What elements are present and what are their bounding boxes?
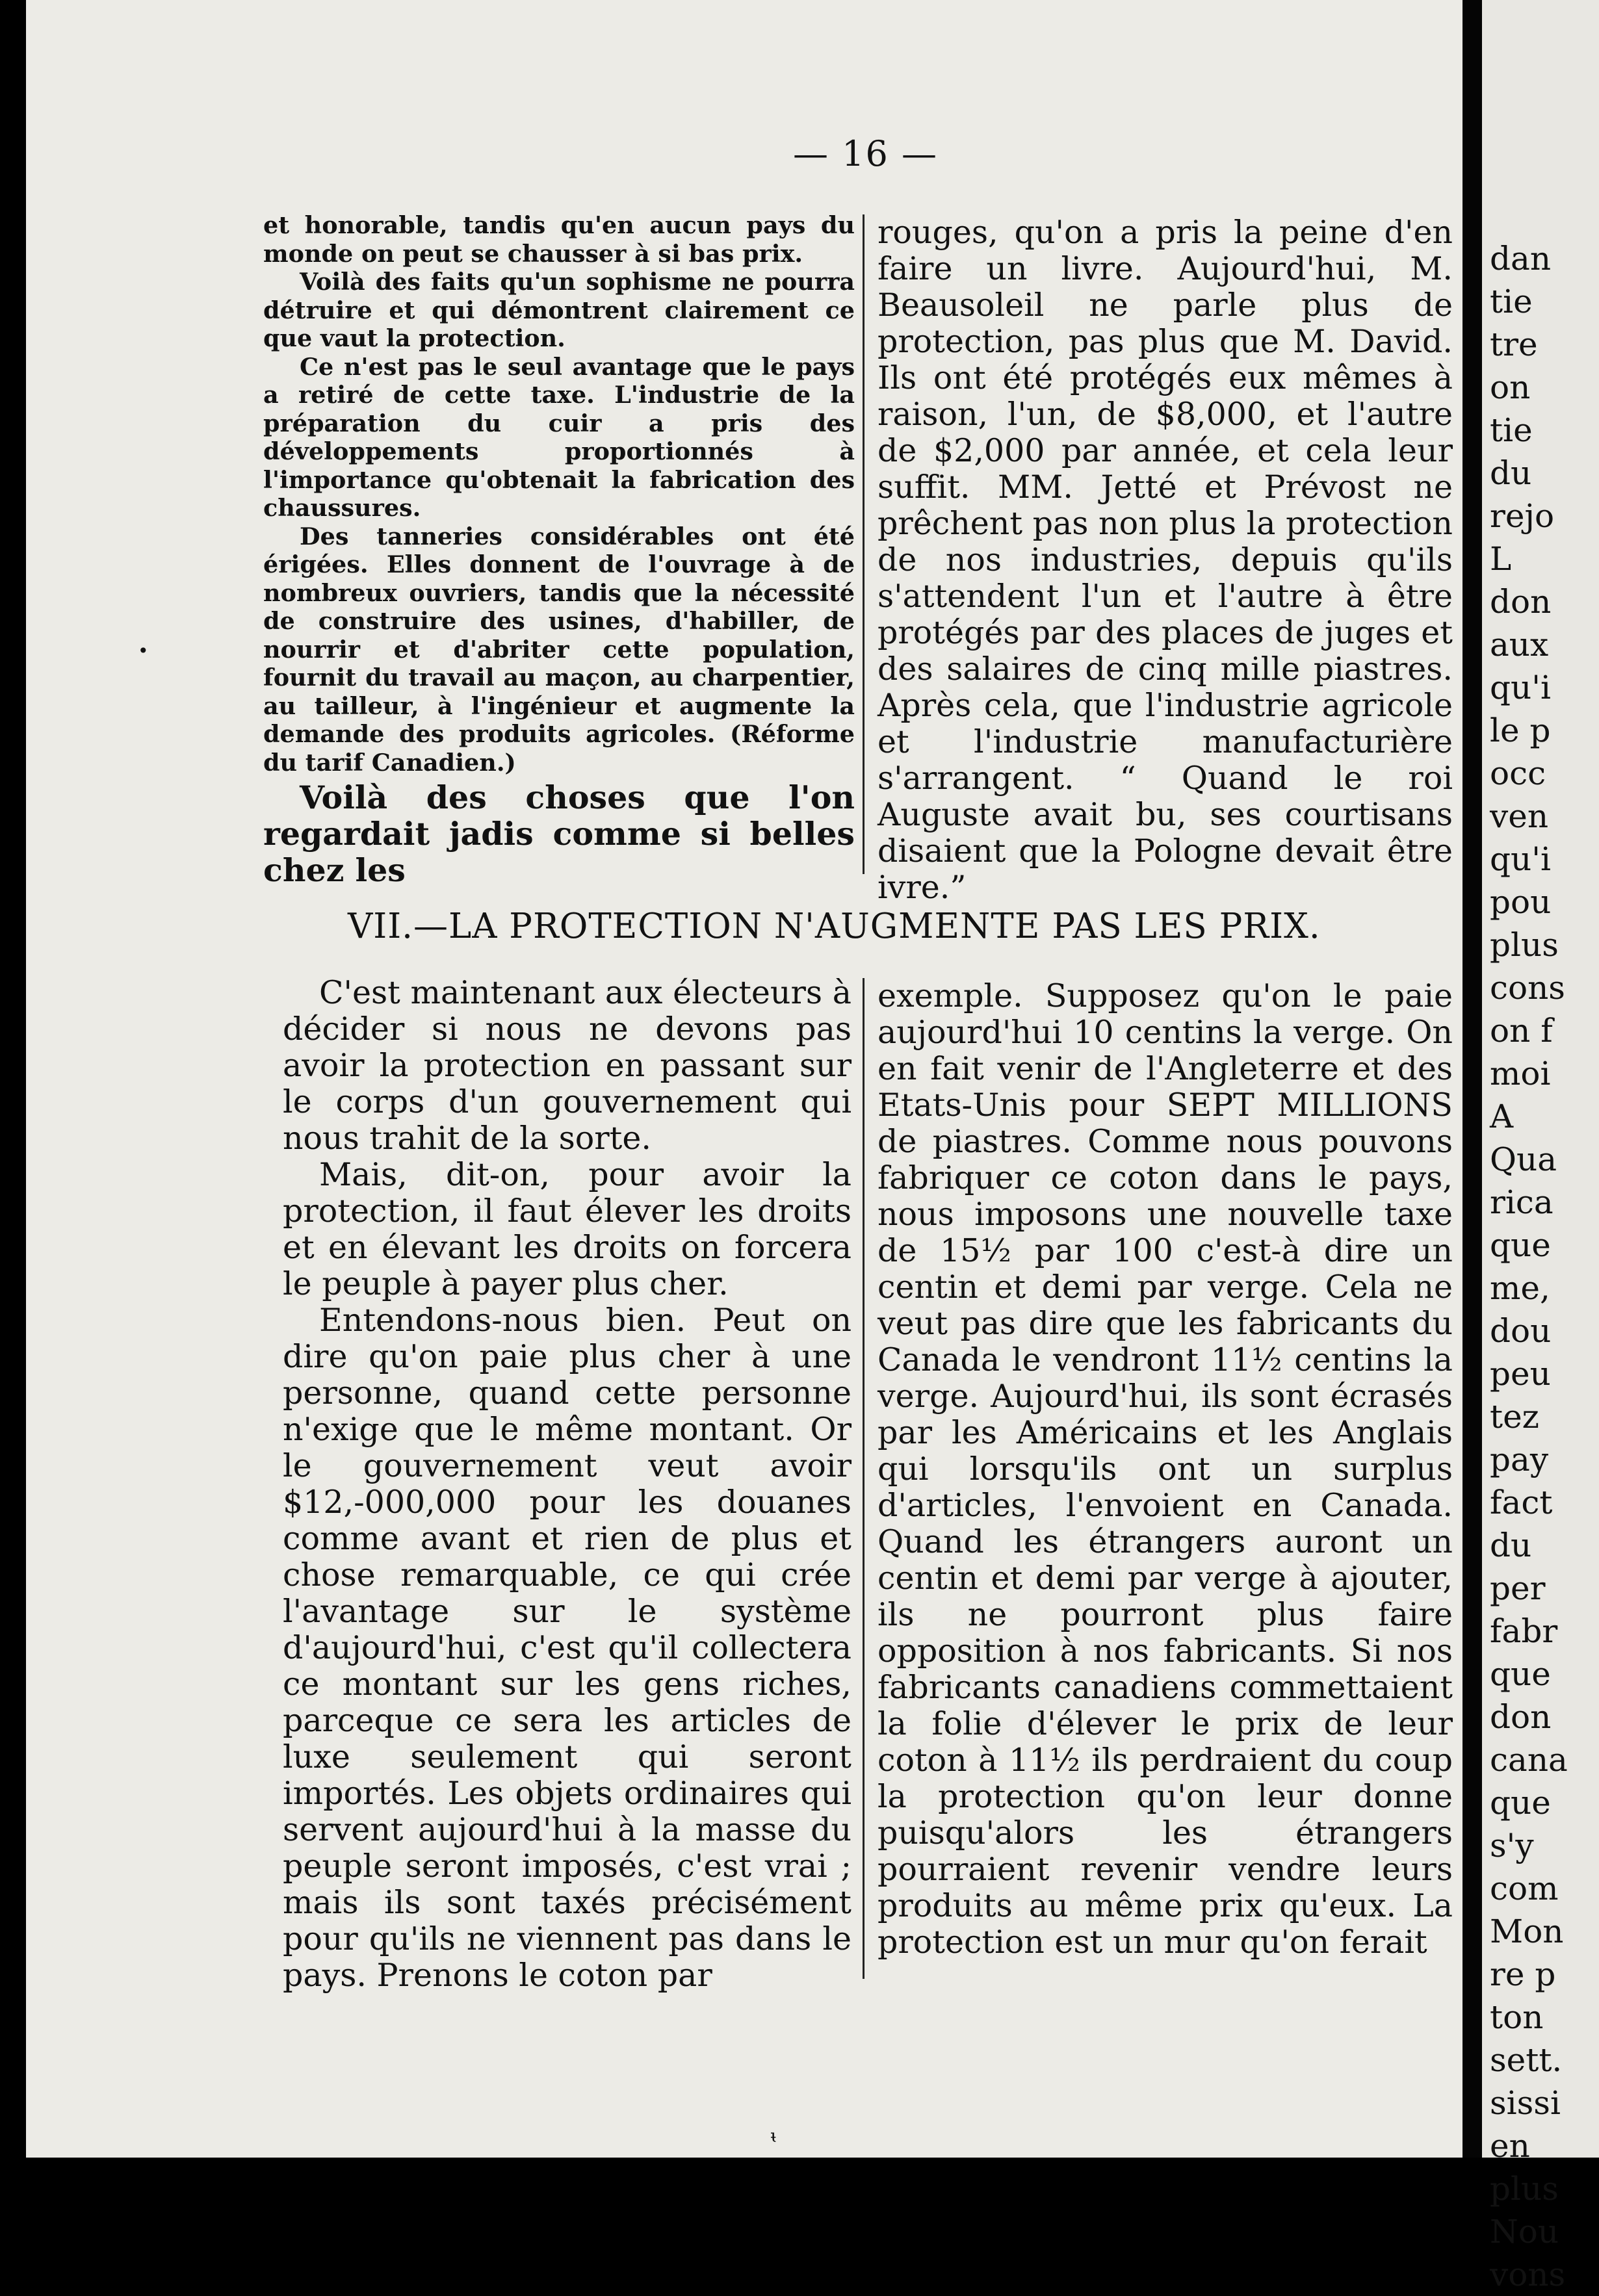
right-column-bottom	[878, 978, 1453, 1961]
column-rule-top	[863, 214, 864, 874]
left-column-top-paragraph: et honorable, tandis qu'en aucun pays du monde on peut se chausser à si bas prix.	[263, 211, 855, 268]
left-column-bottom	[283, 975, 852, 1994]
left-column-bottom-paragraph: Mais, dit-on, pour avoir la protection, il faut élever les droits et en élevant les droits on forcera le peuple à payer plus cher.	[283, 1156, 852, 1302]
left-column-bottom-paragraph: Entendons-nous bien. Peut on dire qu'on paie plus cher à une personne, quand cette personne n'exige que le même montant. Or le gouvernement veut avoir $12,-000,000 pour les douanes comme avant et rien de plus et chose remarquable, ce qui crée l'avantage sur le système d'aujourd'hui, c'est qu'il collectera ce montant sur les gens riches, parceque ce sera les articles de luxe seulement qui seront importés. Les objets ordinaires qui servent aujourd'hui à la masse du peuple seront imposés, c'est vrai ; mais ils sont taxés précisément pour qu'ils ne viennent pas dans le pays. Prenons le coton par	[283, 1302, 852, 1994]
section-heading: VII.—LA PROTECTION N'AUGMENTE PAS LES PRIX.	[348, 907, 1321, 946]
right-column-bottom-text: exemple. Supposez qu'on le paie aujourd'hui 10 centins la verge. On en fait venir de l'Angleterre et des Etats-Unis pour SEPT MILLIONS de piastres. Comme nous pouvons fabriquer ce coton dans le pays, nous imposons une nouvelle taxe de 15½ par 100 c'est-à dire un centin et demi par verge. Cela ne veut pas dire que les fabricants du Canada le vendront 11½ centins la verge. Aujourd'hui, ils sont écrasés par les Américains et les Anglais qui lorsqu'ils ont un surplus d'articles, l'envoient en Canada. Quand les étrangers auront un centin et demi par verge à ajouter, ils ne pourront plus faire opposition à nos fabricants. Si nos fabricants canadiens commettaient la folie d'élever le prix de leur coton à 11½ ils perdraient du coup la protection qu'on leur donne puisqu'alors les étrangers pourraient revenir vendre leurs produits au même prix qu'eux. La protection est un mur qu'on ferait	[878, 977, 1453, 1961]
right-column-top-text: rouges, qu'on a pris la peine d'en faire un livre. Aujourd'hui, M. Beausoleil ne parle plus de protection, pas plus que M. David. Ils ont été protégés eux mêmes à raison, l'un, de $8,000, et l'autre de $2,000 par année, et cela leur suffit. MM. Jetté et Prévost ne prêchent pas non plus la protection de nos industries, depuis qu'ils s'attendent l'un et l'autre à être protégés par des places de juges et des salaires de cinq mille piastres. Après cela, que l'industrie agricole et l'industrie manufacturière s'arrangent. “ Quand le roi Auguste avait bu, ses courtisans disaient que la Pologne devait être ivre.”	[878, 214, 1453, 906]
left-column-top	[263, 211, 855, 888]
page-number: — 16 —	[793, 133, 939, 174]
book-gutter	[1462, 0, 1482, 2158]
column-rule-bottom	[863, 978, 864, 1979]
left-column-top-paragraph: Voilà des faits qu'un sophisme ne pourra détruire et qui démontrent clairement ce que vaut la protection.	[263, 268, 855, 352]
adjacent-page-fragments: dan tie tre on tie du rejo L don aux qu'i le p occ ven qu'i pou plus cons on f moi A Qua rica que me, dou peu tez pay fact du per fabr que don cana que s'y com Mon re p ton sett. sissi en plus Nou vons	[1490, 240, 1568, 2293]
bottom-mark: ᵼ	[770, 2125, 777, 2147]
margin-dot: •	[138, 640, 149, 662]
left-column-bottom-paragraph: C'est maintenant aux électeurs à décider si nous ne devons pas avoir la protection en passant sur le corps d'un gouvernement qui nous trahit de la sorte.	[283, 974, 852, 1157]
left-column-top-paragraph: Des tanneries considérables ont été érigées. Elles donnent de l'ouvrage à de nombreux ouvriers, tandis que la nécessité de construire des usines, d'habiller, de nourrir et d'abriter cette population, fournit du travail au maçon, au charpentier, au tailleur, à l'ingénieur et augmente la demande des produits agricoles. (Réforme du tarif Canadien.)	[263, 522, 855, 777]
left-column-top-paragraph: Ce n'est pas le seul avantage que le pays a retiré de cette taxe. L'industrie de la préparation du cuir a pris des développements proportionnés à l'importance qu'obtenait la fabrication des chaussures.	[263, 352, 855, 522]
adjacent-page-edge	[1482, 0, 1599, 2293]
scanned-page	[26, 0, 1462, 2158]
left-column-top-continuation: Voilà des choses que l'on regardait jadis comme si belles chez les	[263, 779, 855, 889]
right-column-top	[878, 214, 1453, 906]
left-column-bottom-paragraphs	[283, 975, 852, 1994]
left-column-top-paragraphs	[263, 211, 855, 777]
